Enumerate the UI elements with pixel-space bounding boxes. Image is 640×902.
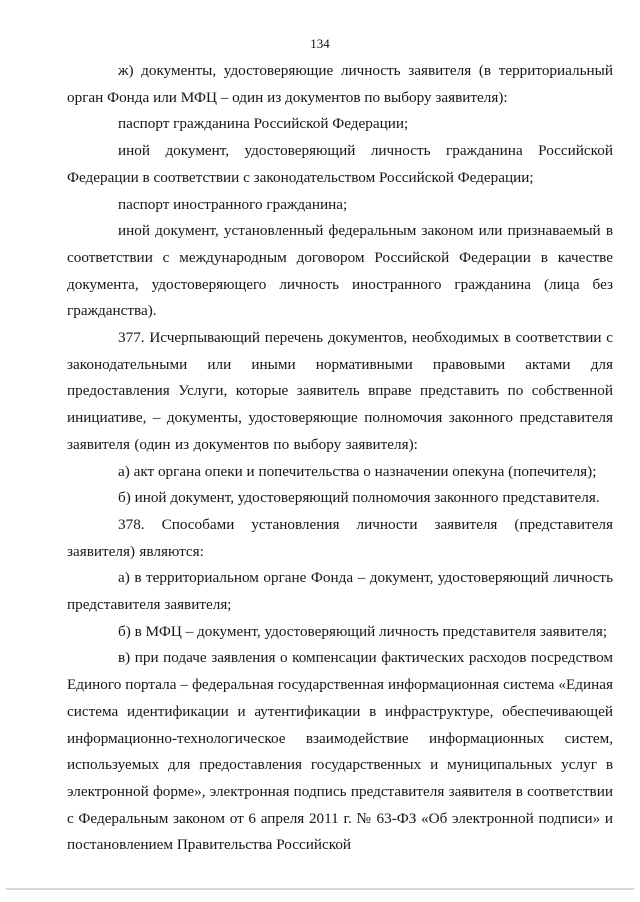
page-number: 134 (310, 36, 330, 51)
document-body (67, 58, 613, 859)
paragraph-377: 377. Исчерпывающий перечень документов, необходимых в соответствии с законодательными или иными нормативными правовыми актами для предоставления Услуги, которые заявитель вправе представить по собственной инициативе, – документы, удостоверяющие полномочия законного представителя заявителя (один из документов по выбору заявителя): (67, 329, 613, 453)
paragraph-378-b: б) в МФЦ – документ, удостоверяющий личность представителя заявителя; (118, 622, 608, 640)
paragraph-other-foreign-id: иной документ, установленный федеральным законом или признаваемый в соответствии с международным договором Российской Федерации в качестве документа, удостоверяющего личность иностранного гражданина (лица без гражданства). (67, 222, 613, 320)
paragraph-zh-identity-documents: ж) документы, удостоверяющие личность заявителя (в территориальный орган Фонда или МФЦ – один из документов по выбору заявителя): (67, 62, 613, 106)
scan-bottom-edge (6, 888, 634, 890)
paragraph-377-b: б) иной документ, удостоверяющий полномочия законного представителя. (118, 489, 600, 507)
paragraph-378: 378. Способами установления личности заявителя (представителя заявителя) являются: (67, 515, 613, 560)
paragraph-foreign-passport: паспорт иностранного гражданина; (118, 195, 348, 213)
paragraph-377-a: а) акт органа опеки и попечительства о назначении опекуна (попечителя); (118, 462, 597, 480)
paragraph-378-v: в) при подаче заявления о компенсации фактических расходов посредством Единого портала – федеральная государственная информационная система «Единая система идентификации и аутентификации в инфраструктуре, обеспечивающей информационно-технологическое взаимодействие информационных систем, используемых для предоставления государственных и муниципальных услуг в электронной форме», электронная подпись представителя заявителя в соответствии с Федеральным законом от 6 апреля 2011 г. № 63-ФЗ «Об электронной подписи» и постановлением Правительства Российской (67, 649, 613, 854)
paragraph-other-russian-id: иной документ, удостоверяющий личность гражданина Российской Федерации в соответствии с законодательством Российской Федерации; (67, 142, 613, 186)
paragraph-378-a: а) в территориальном органе Фонда – документ, удостоверяющий личность представителя заявителя; (67, 569, 613, 614)
paragraph-russian-passport: паспорт гражданина Российской Федерации; (118, 115, 409, 133)
